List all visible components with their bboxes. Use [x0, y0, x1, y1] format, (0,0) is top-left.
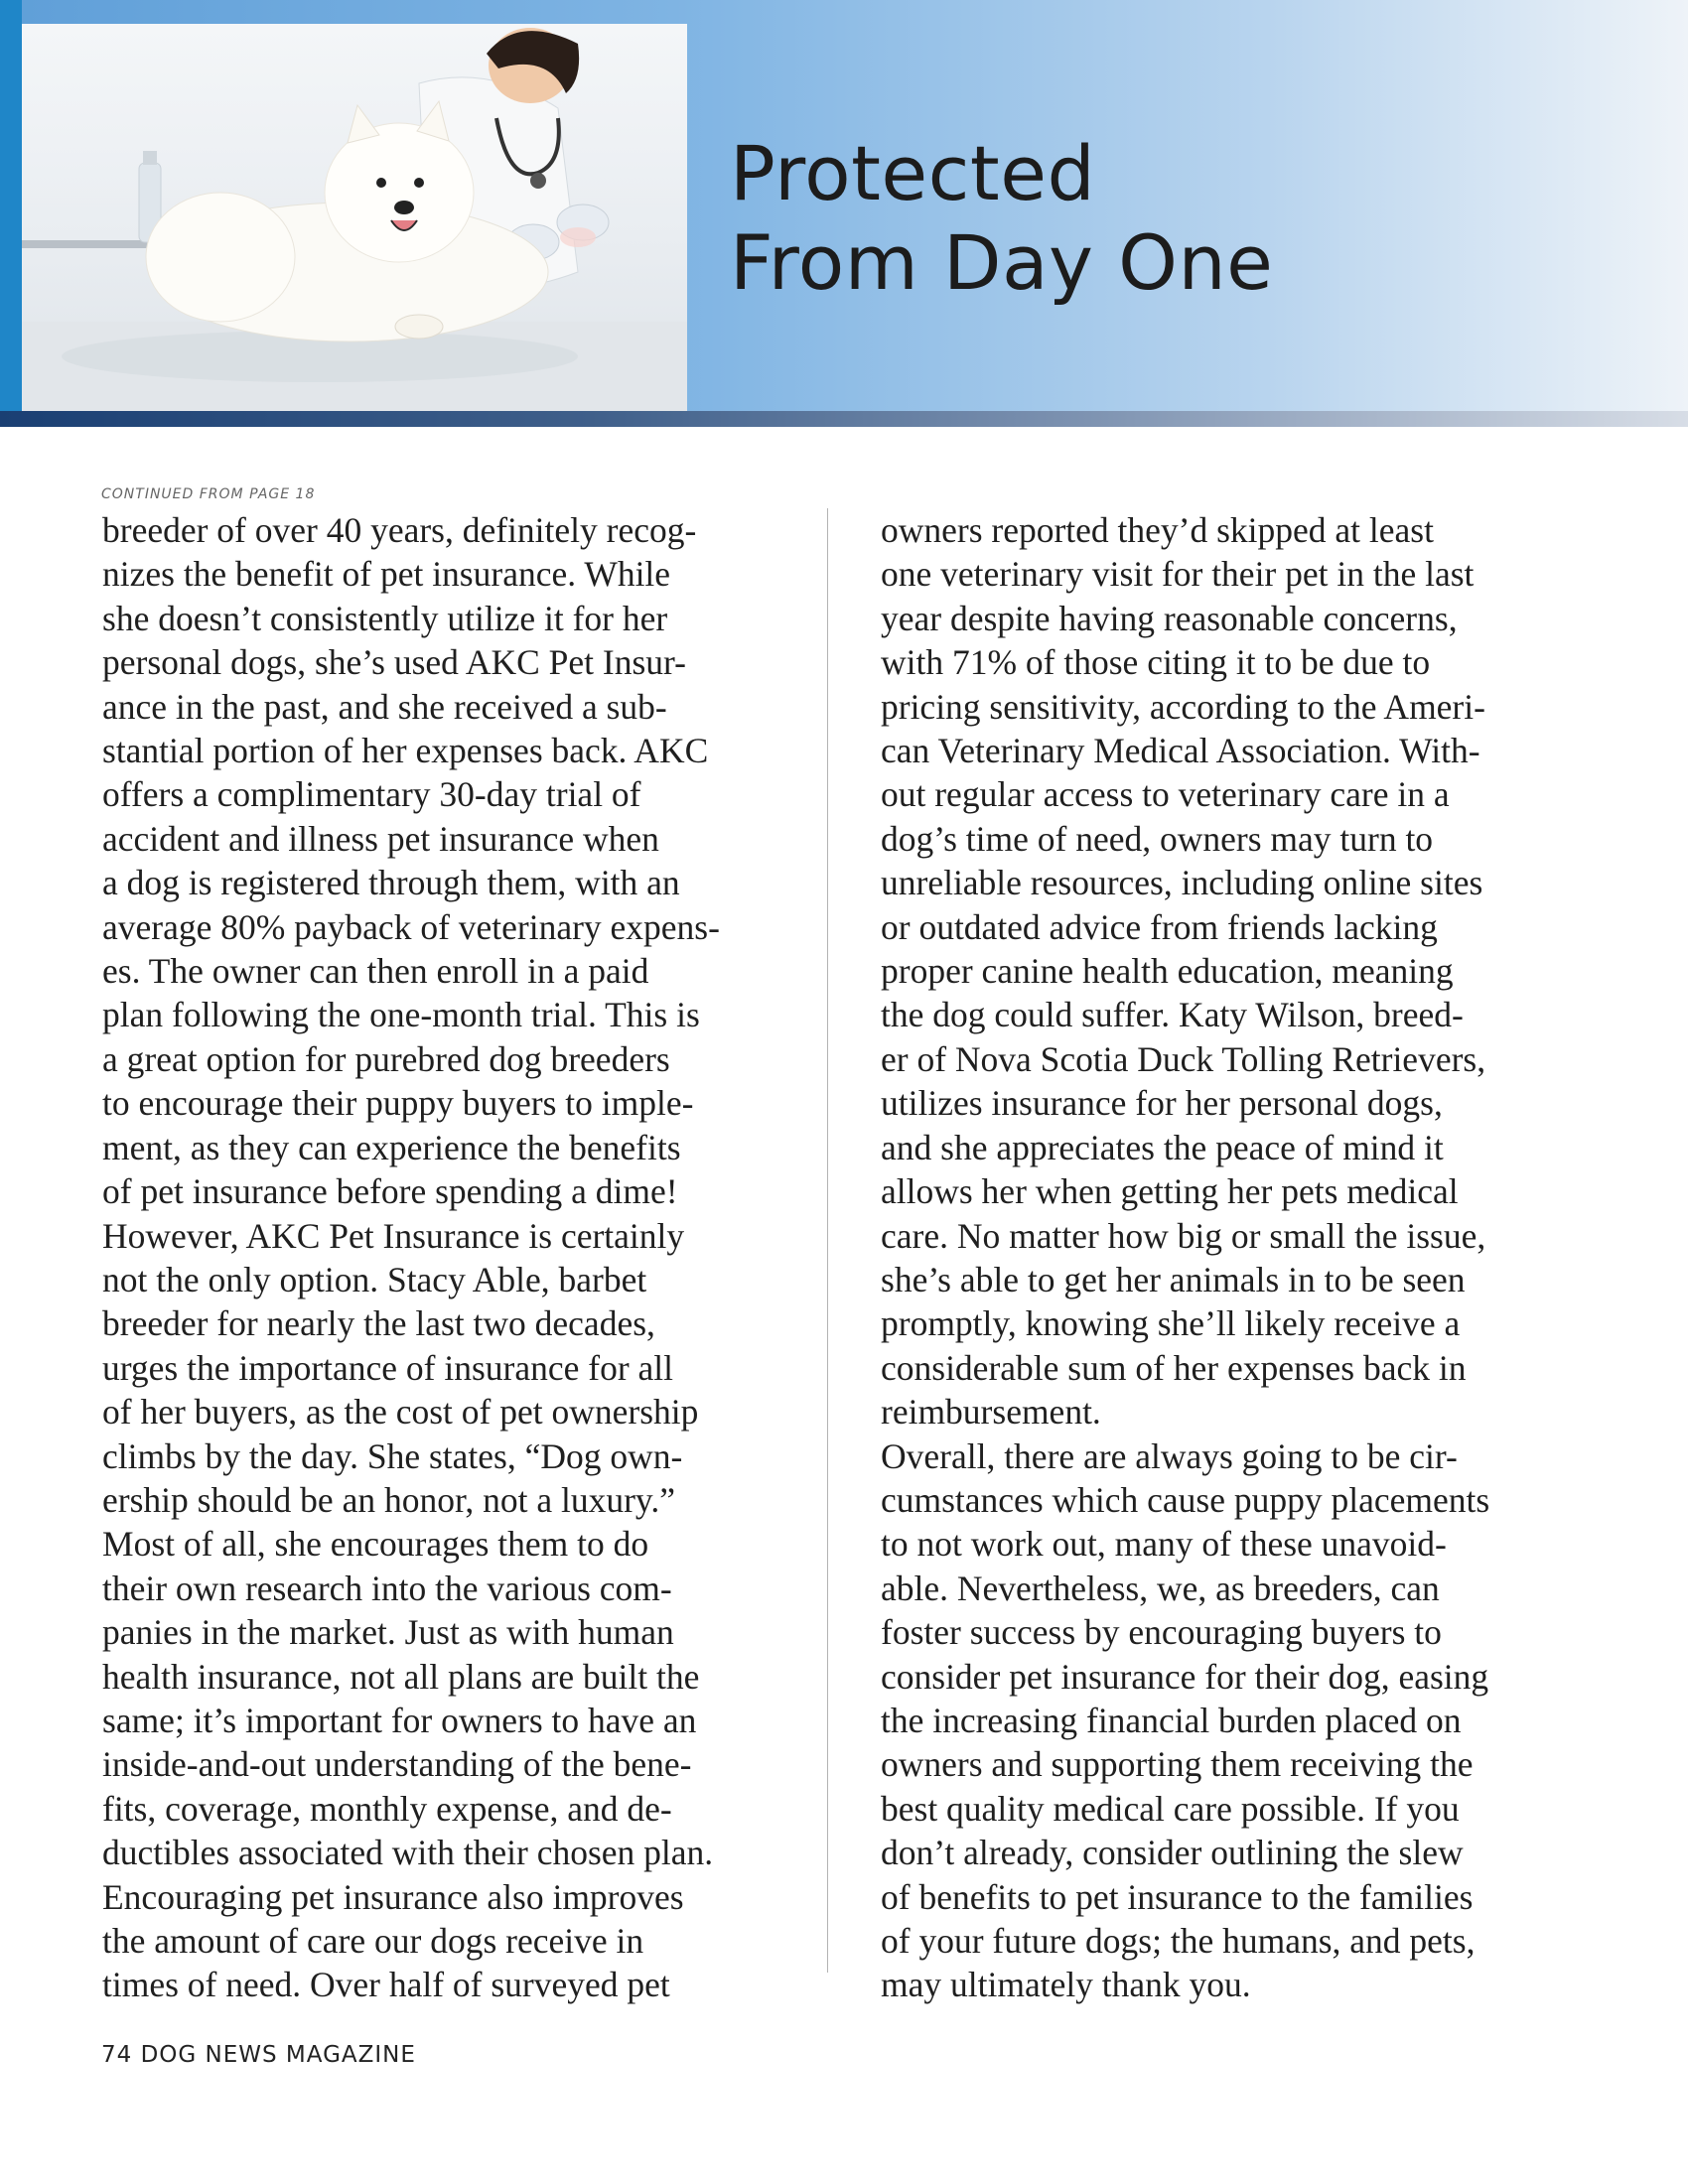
text-line: health insurance, not all plans are built the [102, 1656, 700, 1697]
article-column-left [102, 508, 797, 2007]
text-line: or outdated advice from friends lacking [881, 906, 1438, 947]
text-line: foster success by encouraging buyers to [881, 1612, 1442, 1653]
text-line: climbs by the day. She states, “Dog own- [102, 1435, 683, 1476]
text-line: and she appreciates the peace of mind it [881, 1127, 1444, 1167]
text-line: she’s able to get her animals in to be seen [881, 1259, 1466, 1299]
article-column-right [881, 508, 1576, 2007]
page-footer: 74 DOG NEWS MAGAZINE [101, 2042, 416, 2068]
text-line: er of Nova Scotia Duck Tolling Retrievers, [881, 1038, 1486, 1079]
text-line: Encouraging pet insurance also improves [102, 1876, 684, 1917]
text-line: dog’s time of need, owners may turn to [881, 818, 1434, 859]
text-line: to encourage their puppy buyers to imple- [102, 1083, 694, 1124]
text-line: offers a complimentary 30-day trial of [102, 774, 641, 815]
text-line: a dog is registered through them, with an [102, 863, 680, 903]
text-line: one veterinary visit for their pet in the last [881, 554, 1475, 595]
column-divider [827, 508, 828, 1973]
text-line: stantial portion of her expenses back. AKC [102, 731, 709, 771]
text-line: unreliable resources, including online sites [881, 863, 1483, 903]
text-line: of benefits to pet insurance to the families [881, 1876, 1474, 1917]
text-line: fits, coverage, monthly expense, and de- [102, 1788, 672, 1829]
text-line: Overall, there are always going to be cir- [881, 1435, 1458, 1476]
title-line-1: Protected [730, 129, 1096, 217]
text-line: pricing sensitivity, according to the Ameri- [881, 686, 1485, 727]
text-line: ership should be an honor, not a luxury.” [102, 1479, 675, 1520]
text-line: best quality medical care possible. If you [881, 1788, 1460, 1829]
text-line: personal dogs, she’s used AKC Pet Insur- [102, 642, 686, 683]
text-line: promptly, knowing she’ll likely receive a [881, 1303, 1461, 1344]
text-line: the amount of care our dogs receive in [102, 1921, 644, 1961]
text-line: times of need. Over half of surveyed pet [102, 1965, 670, 2005]
text-line: owners reported they’d skipped at least [881, 510, 1434, 550]
header-accent-bar [0, 0, 22, 411]
text-line: can Veterinary Medical Association. With- [881, 731, 1480, 771]
text-line: same; it’s important for owners to have an [102, 1700, 697, 1740]
text-line: their own research into the various com- [102, 1568, 672, 1608]
text-line: However, AKC Pet Insurance is certainly [102, 1215, 685, 1256]
text-line: she doesn’t consistently utilize it for her [102, 598, 668, 638]
text-line: nizes the benefit of pet insurance. While [102, 554, 671, 595]
text-line: considerable sum of her expenses back in [881, 1347, 1467, 1388]
text-line: don’t already, consider outlining the slew [881, 1833, 1464, 1873]
continued-from-label: CONTINUED FROM PAGE 18 [101, 486, 316, 502]
text-line: urges the importance of insurance for all [102, 1347, 674, 1388]
text-line: a great option for purebred dog breeders [102, 1038, 670, 1079]
text-line: of pet insurance before spending a dime! [102, 1171, 678, 1212]
text-line: the increasing financial burden placed on [881, 1700, 1462, 1740]
text-line: to not work out, many of these unavoid- [881, 1524, 1447, 1565]
text-line: owners and supporting them receiving the [881, 1744, 1474, 1785]
article-title [730, 129, 1623, 308]
text-line: care. No matter how big or small the issue, [881, 1215, 1486, 1256]
text-line: year despite having reasonable concerns, [881, 598, 1458, 638]
header-banner [0, 0, 1688, 427]
text-line: out regular access to veterinary care in a [881, 774, 1450, 815]
text-line: not the only option. Stacy Able, barbet [102, 1259, 647, 1299]
text-line: reimbursement. [881, 1392, 1101, 1433]
text-line: consider pet insurance for their dog, easing [881, 1656, 1489, 1697]
text-line: may ultimately thank you. [881, 1965, 1251, 2005]
text-line: breeder of over 40 years, definitely recog- [102, 510, 697, 550]
text-line: ance in the past, and she received a sub- [102, 686, 667, 727]
text-line: of your future dogs; the humans, and pets, [881, 1921, 1476, 1961]
text-line: es. The owner can then enroll in a paid [102, 951, 649, 992]
header-photo-vet-with-samoyed [22, 24, 687, 411]
text-line: of her buyers, as the cost of pet ownership [102, 1392, 699, 1433]
text-line: ment, as they can experience the benefits [102, 1127, 681, 1167]
text-line: breeder for nearly the last two decades, [102, 1303, 655, 1344]
text-line: able. Nevertheless, we, as breeders, can [881, 1568, 1440, 1608]
text-line: ductibles associated with their chosen plan. [102, 1833, 714, 1873]
title-line-2: From Day One [730, 218, 1274, 307]
text-line: average 80% payback of veterinary expens- [102, 906, 720, 947]
text-line: with 71% of those citing it to be due to [881, 642, 1431, 683]
text-line: the dog could suffer. Katy Wilson, breed- [881, 995, 1464, 1035]
text-line: allows her when getting her pets medical [881, 1171, 1459, 1212]
header-divider-bar [0, 411, 1688, 427]
text-line: proper canine health education, meaning [881, 951, 1454, 992]
text-line: accident and illness pet insurance when [102, 818, 659, 859]
text-line: panies in the market. Just as with human [102, 1612, 674, 1653]
text-line: cumstances which cause puppy placements [881, 1479, 1490, 1520]
text-line: plan following the one-month trial. This is [102, 995, 700, 1035]
text-line: inside-and-out understanding of the bene- [102, 1744, 692, 1785]
text-line: utilizes insurance for her personal dogs, [881, 1083, 1443, 1124]
text-line: Most of all, she encourages them to do [102, 1524, 649, 1565]
vet-dog-illustration [22, 24, 687, 411]
